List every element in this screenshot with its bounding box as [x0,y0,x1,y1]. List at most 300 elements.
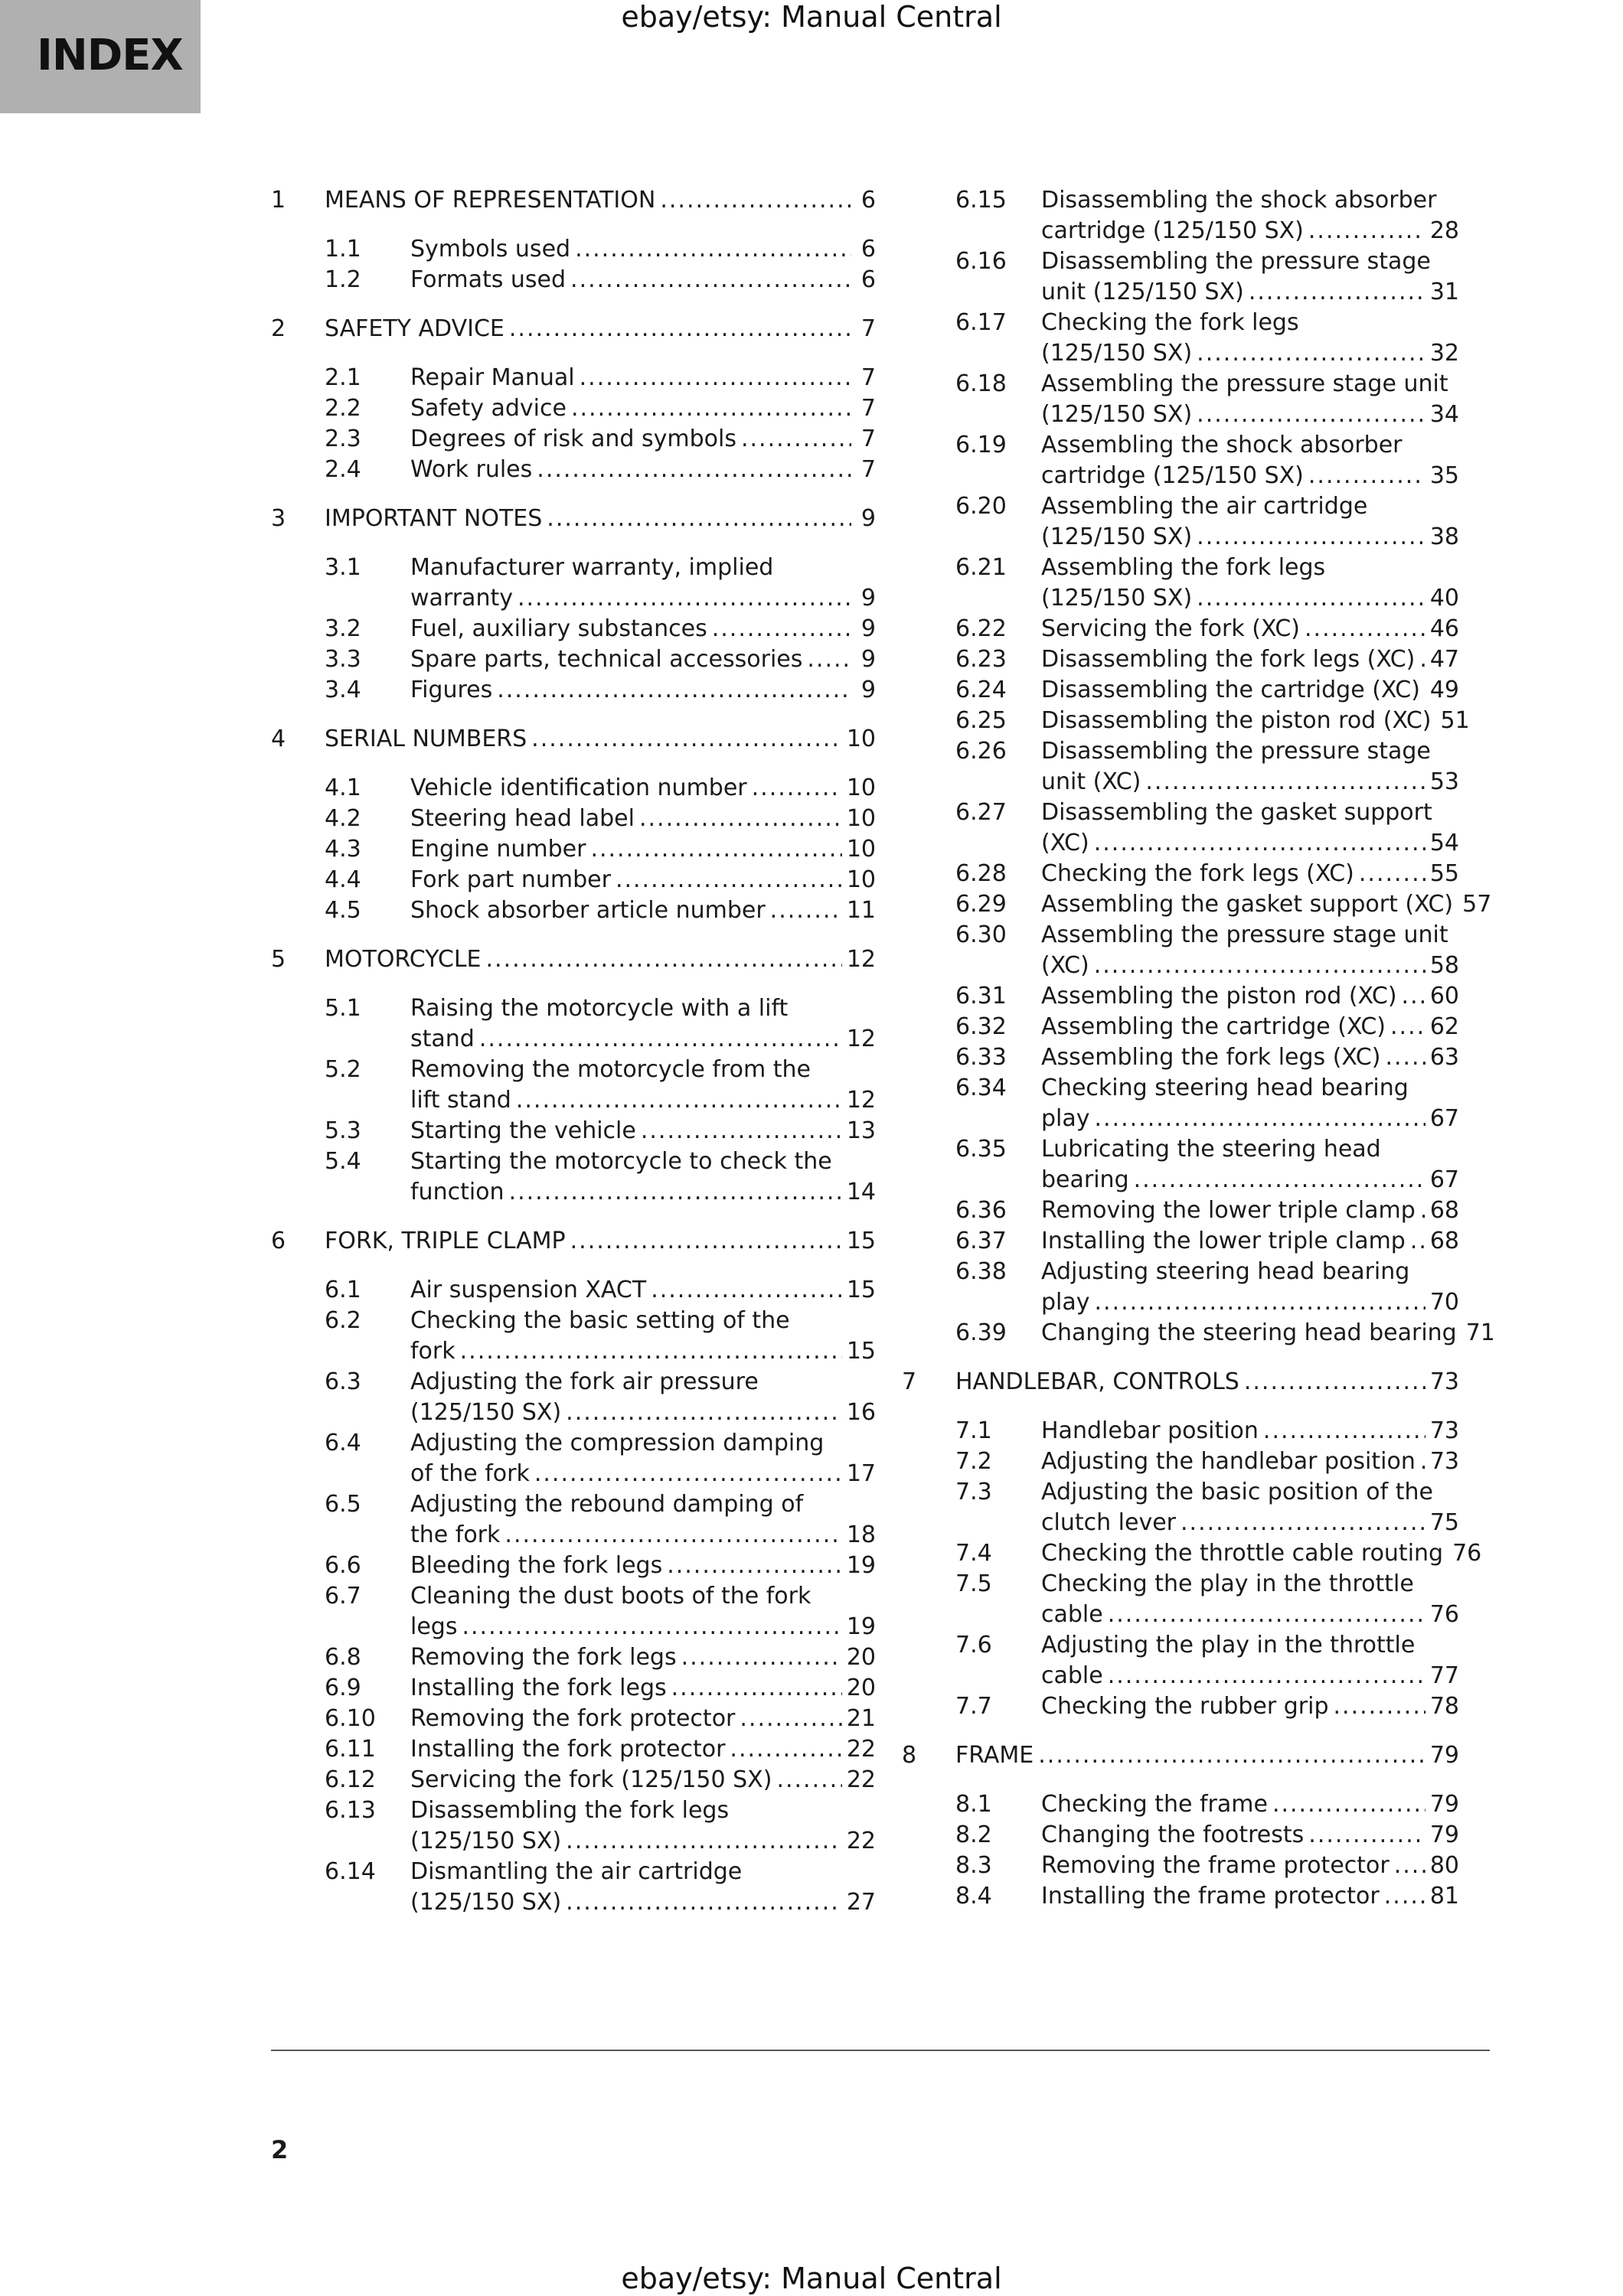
toc-dot-leader [460,1336,842,1367]
toc-entry-title: Cleaning the dust boots of the fork [410,1583,812,1609]
toc-dot-leader [740,1704,841,1734]
toc-dot-leader [570,1226,842,1257]
toc-section-entry[interactable] [902,1630,1459,1691]
toc-page-number: 15 [846,1277,876,1303]
toc-page-number: 47 [1429,646,1459,673]
toc-dot-leader [571,393,851,424]
toc-dot-leader [1094,951,1425,981]
toc-dot-leader [1134,1165,1425,1195]
toc-chapter-entry[interactable] [271,944,876,975]
toc-entry-title: Installing the lower triple clamp [1041,1228,1406,1254]
toc-section-entry[interactable] [271,1673,876,1704]
toc-page-number: 49 [1429,677,1459,703]
toc-page-number: 9 [860,615,876,642]
toc-entry-number: 5.4 [325,1148,361,1175]
toc-entry-title: Removing the fork legs [410,1644,677,1671]
toc-page-number: 38 [1429,523,1459,550]
toc-entry-number: 6.20 [955,493,1007,520]
toc-entry-title: play [1041,1105,1090,1132]
toc-dot-leader [1394,1851,1425,1881]
toc-entry-number: 6 [271,1228,286,1254]
toc-entry-title: (125/150 SX) [1041,401,1193,428]
toc-dot-leader [479,1024,842,1055]
toc-entry-number: 6.29 [955,891,1007,918]
toc-page-number: 27 [846,1889,876,1916]
toc-dot-leader [566,1887,842,1918]
toc-page-number: 7 [860,395,876,422]
toc-section-entry[interactable] [271,1704,876,1734]
toc-entry-title: Assembling the fork legs (XC) [1041,1044,1381,1071]
toc-entry-title: SAFETY ADVICE [325,315,505,342]
toc-entry-number: 3 [271,505,286,532]
toc-entry-title: Spare parts, technical accessories [410,646,803,673]
toc-page-number: 34 [1429,401,1459,428]
toc-section-entry[interactable] [271,1734,876,1765]
toc-section-entry[interactable] [271,1146,876,1208]
toc-section-entry[interactable] [271,1116,876,1146]
toc-page-number: 22 [846,1766,876,1793]
toc-section-entry[interactable] [271,1489,876,1551]
toc-entry-title: Disassembling the shock absorber [1041,187,1437,214]
toc-dot-leader [518,583,851,614]
toc-entry-title: Assembling the piston rod (XC) [1041,983,1397,1009]
footer-rule [271,2050,1490,2051]
toc-page-number: 76 [1429,1601,1459,1628]
toc-entry-title: Disassembling the cartridge (XC) [1041,677,1420,703]
toc-entry-title: Handlebar position [1041,1417,1259,1444]
toc-entry-number: 6.23 [955,646,1007,673]
toc-dot-leader [1197,338,1425,369]
toc-dot-leader [1095,1104,1425,1134]
toc-entry-number: 6.24 [955,677,1007,703]
toc-entry-number: 6.5 [325,1491,361,1518]
toc-section-entry[interactable] [271,1765,876,1795]
toc-page-number: 6 [860,266,876,293]
toc-page-number: 7 [860,364,876,391]
toc-entry-number: 2.2 [325,395,361,422]
toc-entry-title: (125/150 SX) [410,1399,562,1426]
toc-entry-title: Removing the lower triple clamp [1041,1197,1416,1224]
toc-entry-number: 6.9 [325,1675,361,1701]
toc-section-entry[interactable] [271,363,876,393]
toc-entry-title: Safety advice [410,395,567,422]
toc-entry-title: Figures [410,677,493,703]
toc-dot-leader [1410,1226,1425,1257]
toc-dot-leader [566,1397,842,1428]
toc-dot-leader [776,1765,841,1795]
toc-dot-leader [1272,1789,1425,1820]
toc-page-number: 19 [846,1552,876,1579]
toc-dot-leader [462,1612,841,1642]
toc-entry-number: 6.22 [955,615,1007,642]
toc-entry-title: fork [410,1338,456,1365]
toc-entry-number: 6.12 [325,1766,376,1793]
toc-entry-title: Changing the footrests [1041,1821,1305,1848]
toc-dot-leader [497,675,851,706]
toc-entry-title: Installing the fork protector [410,1736,726,1763]
toc-entry-number: 7.2 [955,1448,992,1475]
toc-section-entry[interactable] [902,1789,1459,1820]
toc-dot-leader [681,1642,842,1673]
toc-section-entry[interactable] [902,1134,1459,1195]
toc-section-entry[interactable] [902,1257,1459,1318]
toc-section-entry[interactable] [271,265,876,295]
toc-chapter-entry[interactable] [271,185,876,216]
toc-entry-number: 6.6 [325,1552,361,1579]
toc-page-number: 6 [860,187,876,214]
toc-entry-title: FORK, TRIPLE CLAMP [325,1228,566,1254]
toc-dot-leader [1420,1446,1425,1477]
toc-section-entry[interactable] [902,369,1459,430]
toc-page-number: 67 [1429,1166,1459,1193]
toc-entry-title: Formats used [410,266,567,293]
toc-section-entry[interactable] [902,1691,1459,1722]
toc-entry-title: unit (XC) [1041,768,1141,795]
toc-entry-title: Disassembling the pressure stage [1041,738,1431,765]
toc-dot-leader [486,944,842,975]
toc-section-entry[interactable] [271,1055,876,1116]
toc-entry-title: Removing the fork protector [410,1705,736,1732]
toc-page-number: 12 [846,1087,876,1114]
toc-entry-title: Engine number [410,836,586,863]
toc-dot-leader [570,265,851,295]
toc-entry-title: Adjusting steering head bearing [1041,1258,1410,1285]
toc-section-entry[interactable] [271,393,876,424]
toc-page-number: 31 [1429,279,1459,305]
toc-entry-number: 2.4 [325,456,361,483]
toc-section-entry[interactable] [902,736,1459,797]
toc-entry-title: Lubricating the steering head [1041,1136,1381,1163]
toc-dot-leader [641,1116,842,1146]
toc-dot-leader [537,455,851,485]
toc-section-entry[interactable] [902,1446,1459,1477]
toc-entry-number: 6.35 [955,1136,1007,1163]
toc-entry-number: 6.4 [325,1430,361,1456]
toc-section-entry[interactable] [271,424,876,455]
toc-entry-number: 7.4 [955,1540,992,1567]
toc-section-entry[interactable] [271,773,876,804]
toc-page-number: 22 [846,1828,876,1854]
toc-entry-number: 6.30 [955,921,1007,948]
toc-section-entry[interactable] [902,889,1492,920]
toc-entry-number: 3.4 [325,677,361,703]
toc-dot-leader [1402,981,1425,1012]
toc-entry-title: Installing the fork legs [410,1675,667,1701]
toc-section-entry[interactable] [902,246,1459,308]
toc-page-number: 70 [1429,1289,1459,1316]
toc-page-number: 7 [860,426,876,452]
toc-entry-number: 6.13 [325,1797,376,1824]
toc-entry-number: 6.25 [955,707,1007,734]
toc-entry-title: Disassembling the pressure stage [1041,248,1431,275]
toc-dot-leader [547,504,851,534]
toc-entry-title: Adjusting the compression damping [410,1430,825,1456]
toc-entry-title: cartridge (125/150 SX) [1041,217,1304,244]
toc-section-entry[interactable] [902,1569,1459,1630]
toc-entry-number: 6.3 [325,1368,361,1395]
toc-entry-number: 7.7 [955,1693,992,1720]
toc-section-entry[interactable] [271,455,876,485]
toc-entry-title: Checking the fork legs [1041,309,1299,336]
toc-section-entry[interactable] [271,1551,876,1581]
toc-section-entry[interactable] [902,1073,1459,1134]
toc-entry-number: 8 [902,1742,917,1769]
toc-page-number: 51 [1440,707,1470,734]
toc-page-number: 9 [860,677,876,703]
toc-dot-leader [671,1673,842,1704]
toc-section-entry[interactable] [902,1477,1459,1538]
toc-section-entry[interactable] [271,644,876,675]
toc-page-number: 13 [846,1117,876,1144]
toc-entry-title: lift stand [410,1087,511,1114]
toc-entry-number: 6.18 [955,370,1007,397]
toc-page-number: 18 [846,1521,876,1548]
toc-section-entry[interactable] [902,797,1459,859]
toc-page-number: 62 [1429,1013,1459,1040]
toc-entry-number: 6.37 [955,1228,1007,1254]
toc-page-number: 9 [860,646,876,673]
toc-entry-number: 6.7 [325,1583,361,1609]
toc-entry-title: cartridge (125/150 SX) [1041,462,1304,489]
toc-entry-number: 4.2 [325,805,361,832]
toc-entry-number: 6.27 [955,799,1007,826]
toc-dot-leader [1038,1740,1425,1771]
toc-section-entry[interactable] [271,234,876,265]
toc-section-entry[interactable] [902,185,1459,246]
toc-dot-leader [1249,277,1425,308]
toc-chapter-entry[interactable] [271,1226,876,1257]
toc-section-entry[interactable] [902,1851,1459,1881]
toc-page-number: 7 [860,315,876,342]
toc-page-number: 19 [846,1613,876,1640]
toc-entry-number: 8.1 [955,1791,992,1818]
toc-entry-title: Checking the basic setting of the [410,1307,790,1334]
toc-entry-title: legs [410,1613,458,1640]
toc-chapter-entry[interactable] [271,504,876,534]
toc-section-entry[interactable] [271,865,876,895]
toc-entry-title: Raising the motorcycle with a lift [410,995,789,1022]
toc-section-entry[interactable] [902,981,1459,1012]
toc-entry-title: cable [1041,1662,1103,1689]
toc-section-entry[interactable] [271,1581,876,1642]
toc-section-entry[interactable] [902,675,1459,706]
toc-entry-title: Changing the steering head bearing [1041,1319,1457,1346]
toc-dot-leader [1197,400,1425,430]
toc-entry-title: Assembling the fork legs [1041,554,1326,581]
toc-dot-leader [1197,583,1425,614]
toc-entry-title: Servicing the fork (125/150 SX) [410,1766,772,1793]
toc-page-number: 22 [846,1736,876,1763]
toc-entry-title: IMPORTANT NOTES [325,505,543,532]
toc-section-entry[interactable] [902,1195,1459,1226]
toc-left-column [271,185,876,1918]
toc-entry-title: Checking the rubber grip [1041,1693,1329,1720]
toc-dot-leader [1263,1416,1425,1446]
toc-section-entry[interactable] [271,1642,876,1673]
toc-dot-leader [516,1085,842,1116]
toc-dot-leader [1181,1508,1425,1538]
toc-dot-leader [730,1734,841,1765]
index-tab [0,0,201,113]
toc-entry-title: (XC) [1041,952,1089,979]
toc-section-entry[interactable] [902,1881,1459,1912]
toc-entry-number: 6.39 [955,1319,1007,1346]
toc-right-column [902,185,1495,1912]
toc-entry-title: Assembling the cartridge (XC) [1041,1013,1386,1040]
toc-section-entry[interactable] [271,553,876,614]
toc-dot-leader [580,363,851,393]
toc-dot-leader [807,644,851,675]
toc-page-number: 12 [846,946,876,973]
toc-entry-title: Assembling the air cartridge [1041,493,1368,520]
toc-entry-title: (125/150 SX) [1041,585,1193,612]
toc-section-entry[interactable] [902,706,1470,736]
toc-section-entry[interactable] [902,491,1459,553]
toc-section-entry[interactable] [902,920,1459,981]
toc-section-entry[interactable] [271,1306,876,1367]
toc-section-entry[interactable] [902,430,1459,491]
toc-dot-leader [1308,1820,1425,1851]
toc-entry-title: clutch lever [1041,1509,1176,1536]
toc-section-entry[interactable] [271,1857,876,1918]
toc-entry-title: Fuel, auxiliary substances [410,615,707,642]
toc-entry-title: Installing the frame protector [1041,1883,1380,1910]
toc-dot-leader [509,314,851,344]
toc-section-entry[interactable] [902,1416,1459,1446]
toc-page-number: 80 [1429,1852,1459,1879]
toc-chapter-entry[interactable] [902,1740,1459,1771]
toc-entry-number: 8.2 [955,1821,992,1848]
toc-section-entry[interactable] [902,553,1459,614]
toc-page-number: 12 [846,1026,876,1052]
toc-dot-leader [505,1520,841,1551]
toc-dot-leader [1419,644,1425,675]
toc-entry-title: Checking the play in the throttle [1041,1570,1414,1597]
toc-page-number: 20 [846,1644,876,1671]
toc-section-entry[interactable] [271,1428,876,1489]
toc-entry-number: 3.2 [325,615,361,642]
toc-dot-leader [770,895,842,926]
toc-section-entry[interactable] [902,614,1459,644]
toc-section-entry[interactable] [902,1042,1459,1073]
toc-section-entry[interactable] [902,1820,1459,1851]
toc-dot-leader [1145,767,1425,797]
toc-page-number: 15 [846,1228,876,1254]
toc-entry-number: 6.36 [955,1197,1007,1224]
toc-entry-number: 6.32 [955,1013,1007,1040]
toc-page-number: 40 [1429,585,1459,612]
toc-section-entry[interactable] [271,804,876,834]
toc-page-number: 10 [846,775,876,801]
toc-chapter-entry[interactable] [902,1367,1459,1397]
toc-section-entry[interactable] [271,1795,876,1857]
toc-section-entry[interactable] [902,1226,1459,1257]
toc-entry-title: Disassembling the fork legs [410,1797,730,1824]
toc-entry-title: function [410,1179,505,1205]
toc-section-entry[interactable] [271,675,876,706]
toc-entry-title: Manufacturer warranty, implied [410,554,774,581]
toc-section-entry[interactable] [902,859,1459,889]
toc-entry-number: 1.2 [325,266,361,293]
toc-entry-number: 6.14 [325,1858,376,1885]
toc-entry-title: Vehicle identification number [410,775,747,801]
toc-entry-title: Shock absorber article number [410,897,766,924]
toc-entry-number: 4.1 [325,775,361,801]
toc-entry-title: Starting the vehicle [410,1117,636,1144]
toc-page-number: 35 [1429,462,1459,489]
toc-entry-title: Symbols used [410,236,571,263]
toc-entry-number: 6.31 [955,983,1007,1009]
toc-entry-title: Removing the frame protector [1041,1852,1390,1879]
toc-entry-title: Repair Manual [410,364,575,391]
toc-dot-leader [1095,1287,1425,1318]
watermark-top: ebay/etsy: Manual Central [621,0,1002,34]
toc-section-entry[interactable] [902,1012,1459,1042]
toc-entry-number: 5.2 [325,1056,361,1083]
toc-page-number: 32 [1429,340,1459,367]
toc-entry-title: unit (125/150 SX) [1041,279,1244,305]
toc-page-number: 76 [1452,1540,1482,1567]
toc-page-number: 67 [1429,1105,1459,1132]
toc-entry-title: SERIAL NUMBERS [325,726,527,752]
toc-dot-leader [1359,859,1425,889]
toc-entry-number: 7.6 [955,1632,992,1658]
toc-entry-number: 2 [271,315,286,342]
toc-entry-title: Checking the fork legs (XC) [1041,860,1354,887]
toc-section-entry[interactable] [271,1367,876,1428]
toc-section-entry[interactable] [271,993,876,1055]
toc-entry-number: 7.3 [955,1479,992,1505]
toc-entry-title: (XC) [1041,830,1089,856]
toc-page-number: 71 [1465,1319,1495,1346]
toc-entry-title: warranty [410,585,513,612]
toc-section-entry[interactable] [271,1275,876,1306]
toc-section-entry[interactable] [271,834,876,865]
toc-entry-title: Starting the motorcycle to check the [410,1148,832,1175]
toc-dot-leader [534,1459,842,1489]
toc-section-entry[interactable] [902,644,1459,675]
toc-dot-leader [616,865,842,895]
toc-chapter-entry[interactable] [271,724,876,755]
toc-entry-title: Adjusting the play in the throttle [1041,1632,1416,1658]
toc-dot-leader [575,234,851,265]
toc-entry-title: the fork [410,1521,501,1548]
toc-page-number: 46 [1429,615,1459,642]
toc-chapter-entry[interactable] [271,314,876,344]
toc-page-number: 68 [1429,1228,1459,1254]
toc-entry-number: 8.3 [955,1852,992,1879]
toc-entry-number: 3.1 [325,554,361,581]
toc-section-entry[interactable] [902,1538,1482,1569]
toc-section-entry[interactable] [271,614,876,644]
toc-entry-number: 6.1 [325,1277,361,1303]
toc-section-entry[interactable] [902,308,1459,369]
toc-dot-leader [1305,614,1425,644]
toc-entry-number: 7 [902,1368,917,1395]
toc-dot-leader [741,424,851,455]
toc-section-entry[interactable] [271,895,876,926]
toc-entry-title: Adjusting the basic position of the [1041,1479,1433,1505]
toc-entry-number: 4.4 [325,866,361,893]
toc-entry-title: Checking steering head bearing [1041,1075,1409,1101]
toc-page-number: 55 [1429,860,1459,887]
toc-dot-leader [651,1275,842,1306]
toc-section-entry[interactable] [902,1318,1495,1349]
toc-entry-title: Steering head label [410,805,635,832]
toc-entry-title: Adjusting the rebound damping of [410,1491,804,1518]
toc-page-number: 17 [846,1460,876,1487]
toc-page-number: 79 [1429,1791,1459,1818]
